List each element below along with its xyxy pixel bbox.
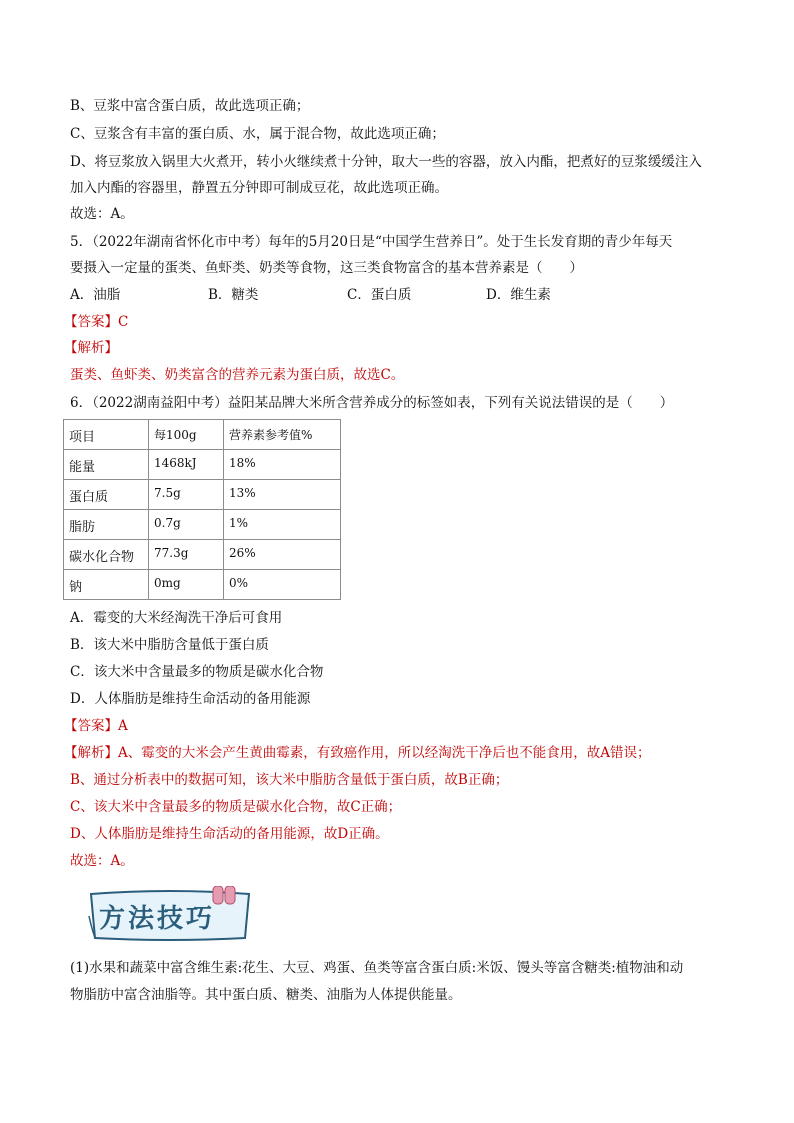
analysis-6-b: B、通过分析表中的数据可知，该大米中脂肪含量低于蛋白质，故B正确； xyxy=(70,772,509,788)
q5-option-d: D．维生素 xyxy=(486,287,551,303)
table-cell: 营养素参考值% xyxy=(224,420,341,450)
method-tips-banner xyxy=(85,886,255,944)
q6-option-b: B．该大米中脂肪含量低于蛋白质 xyxy=(70,637,269,653)
analysis-5-text: 蛋类、鱼虾类、奶类富含的营养元素为蛋白质，故选C。 xyxy=(70,367,405,383)
answer-5: 【答案】C xyxy=(64,314,129,330)
table-cell: 26% xyxy=(224,540,341,570)
tip-line-1: (1)水果和蔬菜中富含维生素:花生、大豆、鸡蛋、鱼类等富含蛋白质:米饭、馒头等富含糖类:植物油和动 xyxy=(70,960,684,976)
answer-6: 【答案】A xyxy=(64,718,128,734)
analysis-6-final: 故选：A。 xyxy=(70,853,134,869)
explanation-d: D、将豆浆放入锅里大火煮开，转小火继续煮十分钟，取大一些的容器，放入内酯，把煮好的豆浆缓缓注入 xyxy=(70,154,702,170)
explanation-d-cont: 加入内酯的容器里，静置五分钟即可制成豆花，故此选项正确。 xyxy=(70,180,448,196)
table-cell: 每100g xyxy=(149,420,224,450)
table-cell: 钠 xyxy=(64,570,149,600)
table-cell: 碳水化合物 xyxy=(64,540,149,570)
table-cell: 蛋白质 xyxy=(64,480,149,510)
q5-option-c: C．蛋白质 xyxy=(347,287,412,303)
tip-line-2: 物脂肪中富含油脂等。其中蛋白质、糖类、油脂为人体提供能量。 xyxy=(70,987,462,1003)
table-cell: 0% xyxy=(224,570,341,600)
analysis-5-label: 【解析】 xyxy=(64,340,118,356)
question-5-line2: 要摄入一定量的蛋类、鱼虾类、奶类等食物，这三类食物富含的基本营养素是（ ） xyxy=(70,260,583,276)
analysis-6-a xyxy=(64,743,651,763)
table-row xyxy=(64,450,341,480)
q5-option-a: A．油脂 xyxy=(70,287,121,303)
table-row xyxy=(64,510,341,540)
nutrition-table xyxy=(63,419,341,600)
analysis-6-c: C、该大米中含量最多的物质是碳水化合物，故C正确； xyxy=(70,799,402,815)
table-cell: 13% xyxy=(224,480,341,510)
banner-title: 方法技巧 xyxy=(99,904,216,934)
table-cell: 能量 xyxy=(64,450,149,480)
table-cell: 7.5g xyxy=(149,480,224,510)
analysis-6-d: D、人体脂肪是维持生命活动的备用能源，故D正确。 xyxy=(70,826,389,842)
question-5-line1: 5．（2022年湖南省怀化市中考）每年的5月20日是“中国学生营养日”。处于生长发育期的青少年每天 xyxy=(70,234,673,250)
table-row xyxy=(64,480,341,510)
table-cell: 脂肪 xyxy=(64,510,149,540)
table-row xyxy=(64,540,341,570)
q5-option-b: B．糖类 xyxy=(208,287,259,303)
table-cell: 77.3g xyxy=(149,540,224,570)
question-5-options xyxy=(70,285,551,305)
table-header-row xyxy=(64,420,341,450)
q6-option-d: D．人体脂肪是维持生命活动的备用能源 xyxy=(70,691,311,707)
table-cell: 0.7g xyxy=(149,510,224,540)
table-cell: 18% xyxy=(224,450,341,480)
table-cell: 1% xyxy=(224,510,341,540)
table-cell: 1468kJ xyxy=(149,450,224,480)
explanation-c: C、豆浆含有丰富的蛋白质、水，属于混合物，故此选项正确； xyxy=(70,126,445,142)
table-row xyxy=(64,570,341,600)
table-cell: 0mg xyxy=(149,570,224,600)
explanation-b: B、豆浆中富含蛋白质，故此选项正确； xyxy=(70,98,310,114)
analysis-6-a-text: A、霉变的大米会产生黄曲霉素，有致癌作用，所以经淘洗干净后也不能食用，故A错误； xyxy=(118,745,651,761)
q6-option-a: A．霉变的大米经淘洗干净后可食用 xyxy=(70,610,283,626)
q6-option-c: C．该大米中含量最多的物质是碳水化合物 xyxy=(70,664,324,680)
table-cell: 项目 xyxy=(64,420,149,450)
question-6: 6．（2022湖南益阳中考）益阳某品牌大米所含营养成分的标签如表，下列有关说法错误的是（ ） xyxy=(70,395,674,411)
analysis-6-label: 【解析】 xyxy=(64,745,118,761)
answer-choice-4: 故选：A。 xyxy=(70,206,134,222)
